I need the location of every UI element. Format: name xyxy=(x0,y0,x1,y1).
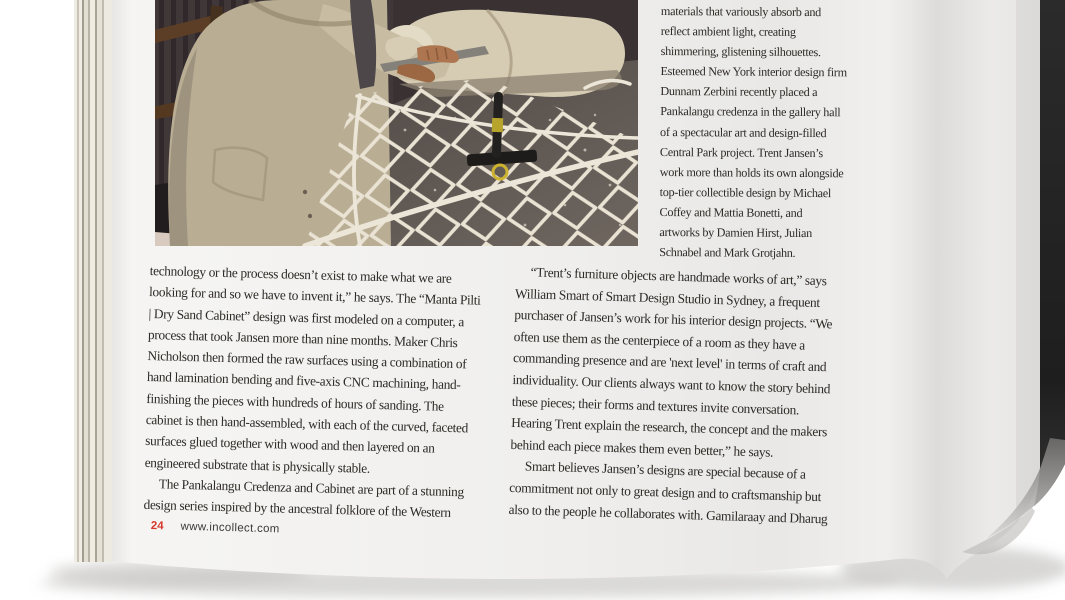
column-right-main xyxy=(508,261,834,529)
page-edge-stack xyxy=(74,0,112,562)
spine-inner-shadow xyxy=(112,0,132,562)
text-line: finishing the pieces with hundreds of hours of sanding. The xyxy=(146,390,444,414)
text-line: surfaces glued together with wood and then layered on an xyxy=(145,433,435,456)
text-line: “Trent’s furniture objects are handmade works of art,” says xyxy=(515,263,827,289)
text-line: design series inspired by the ancestral folklore of the Western xyxy=(143,497,451,521)
text-line: Smart believes Jansen’s designs are special because of a xyxy=(509,458,806,483)
text-line: Hearing Trent explain the research, the concept and the makers xyxy=(510,415,828,440)
text-line: Central Park project. Trent Jansen’s xyxy=(659,144,823,160)
text-line: artworks by Damien Hirst, Julian xyxy=(659,225,812,241)
text-line: individuality. Our clients always want to know the story behind xyxy=(512,371,831,397)
text-line: engineered substrate that is physically stable. xyxy=(144,454,371,476)
text-line: Dunnam Zerbini recently placed a xyxy=(660,84,818,100)
text-line: Schnabel and Mark Grotjahn. xyxy=(659,245,796,261)
text-line: commitment not only to great design and to craftsmanship but xyxy=(509,479,822,505)
website-url: www.incollect.com xyxy=(180,520,280,536)
column-left xyxy=(143,260,481,524)
column-right-top xyxy=(659,1,847,264)
page-number: 24 xyxy=(150,520,164,533)
text-line: looking for and so we have to invent it,” he says. The “Manta Pilti xyxy=(148,284,481,308)
text-line: cabinet is then hand-assembled, with each of the curved, faceted xyxy=(145,412,469,436)
text-line: The Pankalangu Credenza and Cabinet are part of a stunning xyxy=(143,475,465,500)
text-line: materials that variously absorb and xyxy=(660,3,822,20)
text-line: top-tier collectible design by Michael xyxy=(659,184,832,201)
text-line: Esteemed New York interior design firm xyxy=(660,64,847,80)
text-line: Nicholson then formed the raw surfaces using a combination of xyxy=(147,348,467,372)
text-line: Coffey and Mattia Bonetti, and xyxy=(659,204,803,220)
text-line: behind each piece makes them even better,” he says. xyxy=(510,436,774,460)
text-line: reflect ambient light, creating xyxy=(660,24,796,40)
text-line: work more than holds its own alongside xyxy=(659,164,844,181)
text-line: hand lamination bending and five-axis CNC machining, hand- xyxy=(146,369,461,393)
text-line: of a spectacular art and design-filled xyxy=(660,124,827,140)
fold-shadow xyxy=(885,0,990,580)
text-line: Pankalangu credenza in the gallery hall xyxy=(660,104,841,120)
text-line: William Smart of Smart Design Studio in Sydney, a frequent xyxy=(514,285,820,310)
text-line: shimmering, glistening silhouettes. xyxy=(660,44,821,60)
text-line: purchaser of Jansen’s work for his interior design projects. “We xyxy=(514,307,833,332)
text-line: | Dry Sand Cabinet” design was first modeled on a computer, a xyxy=(148,305,465,329)
workshop-photo xyxy=(155,0,638,246)
text-line: these pieces; their forms and textures invite conversation. xyxy=(511,393,800,418)
text-line: often use them as the centerpiece of a room as they have a xyxy=(513,328,806,353)
text-line: also to the people he collaborates with. Gamilaraay and Dharug xyxy=(508,501,828,526)
text-line: process that took Jansen more than nine months. Maker Chris xyxy=(147,326,458,350)
text-line: commanding presence and are 'next level' in terms of craft and xyxy=(512,350,827,375)
text-line: technology or the process doesn’t exist to make what we are xyxy=(149,262,452,286)
